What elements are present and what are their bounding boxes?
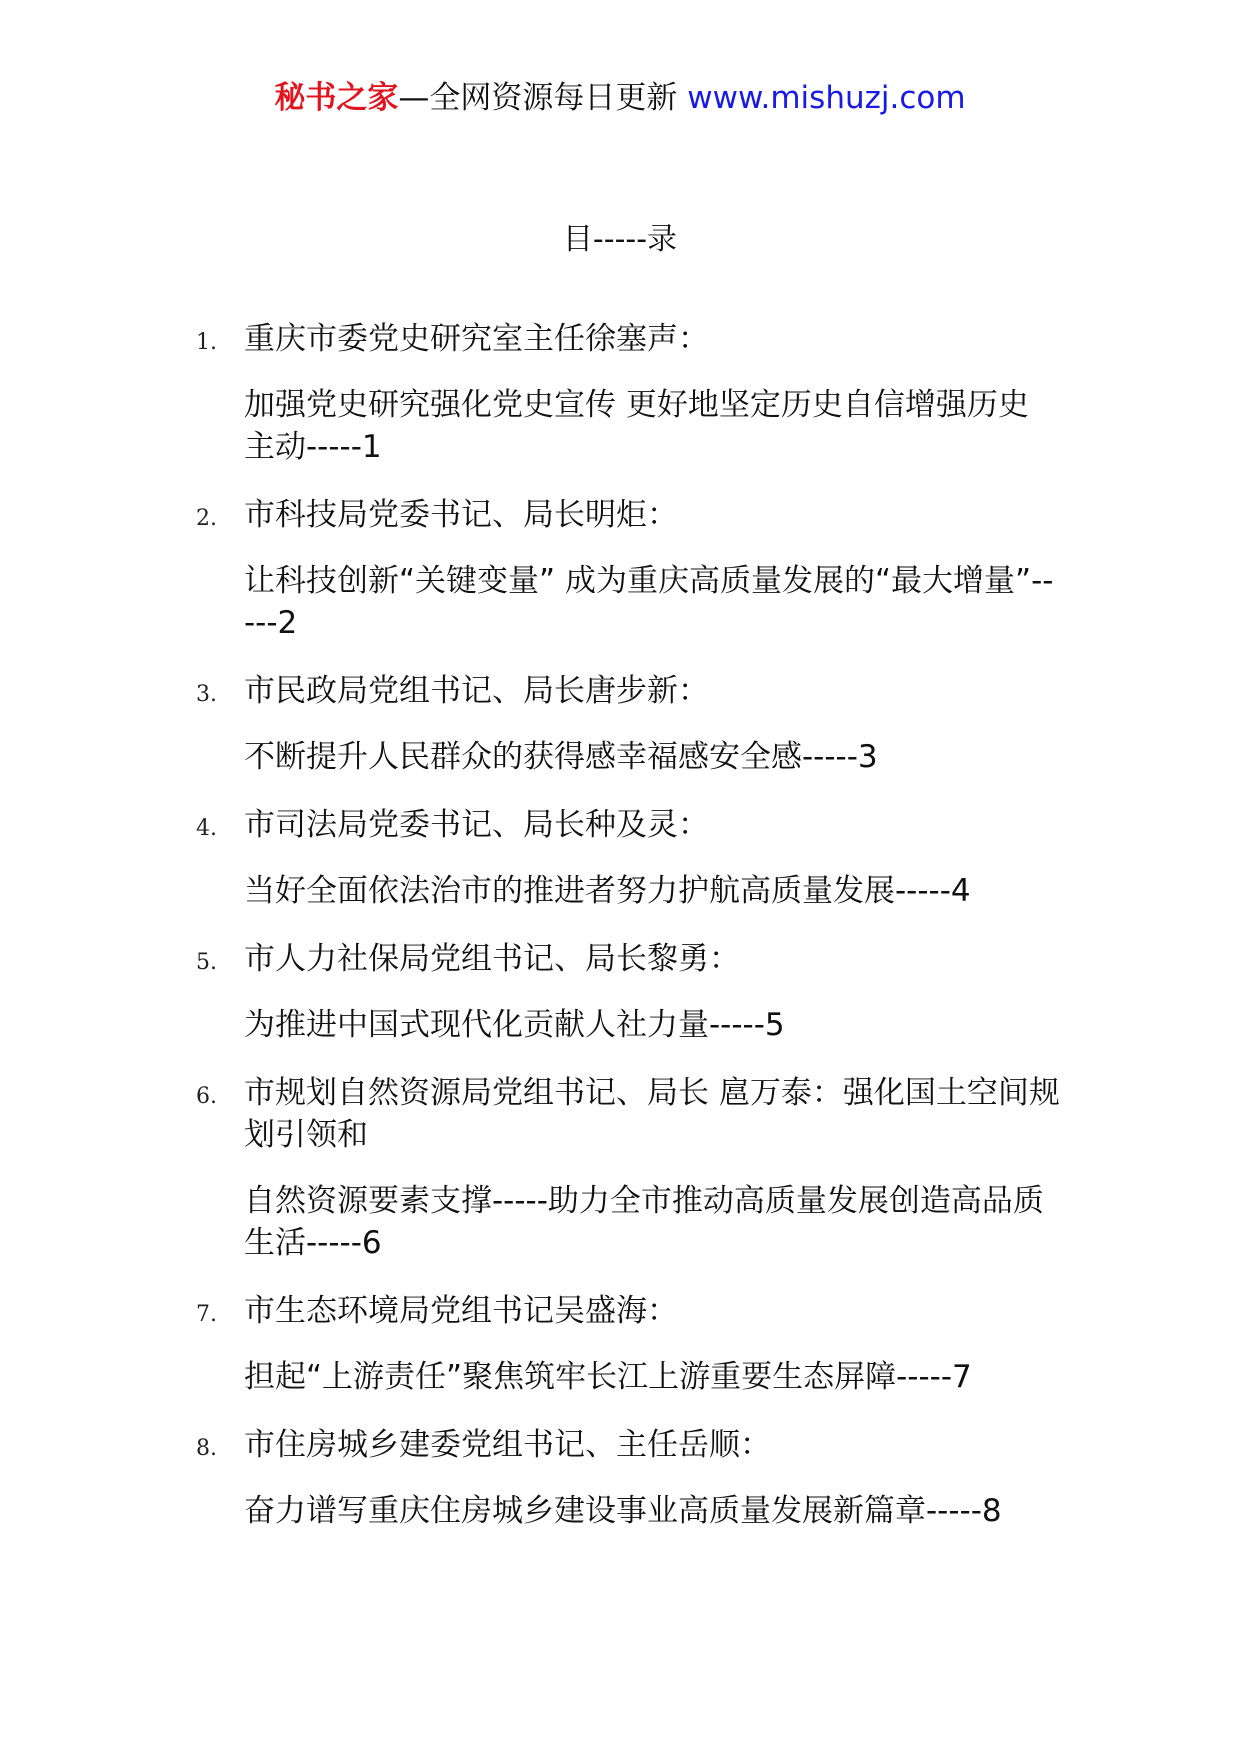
entry-article-title: 奋力谱写重庆住房城乡建设事业高质量发展新篇章-----8	[244, 1493, 1002, 1529]
entry-article-title: 不断提升人民群众的获得感幸福感安全感-----3	[244, 739, 878, 775]
entry-author: 市规划自然资源局党组书记、局长 扈万泰：强化国土空间规划引领和	[244, 1075, 1060, 1153]
brand-name: 秘书之家	[274, 80, 399, 116]
entry-article-title: 加强党史研究强化党史宣传 更好地坚定历史自信增强历史主动-----1	[244, 387, 1029, 465]
entry-number: 7.	[196, 1302, 217, 1327]
toc-entry-6	[196, 1072, 1076, 1264]
entry-number: 6.	[196, 1084, 217, 1109]
entry-number: 5.	[196, 950, 217, 975]
toc-entry-4	[196, 804, 1076, 912]
entry-number: 1.	[196, 330, 217, 355]
toc-entry-3	[196, 670, 1076, 778]
toc-title: 目-----录	[562, 222, 678, 257]
entry-number: 3.	[196, 682, 217, 707]
entry-article-title: 让科技创新“关键变量” 成为重庆高质量发展的“最大增量”-----2	[244, 563, 1054, 641]
toc-entry-1	[196, 318, 1076, 468]
entry-article-title: 为推进中国式现代化贡献人社力量-----5	[244, 1007, 785, 1043]
entry-author: 市生态环境局党组书记吴盛海：	[244, 1293, 678, 1329]
entry-number: 4.	[196, 816, 217, 841]
entry-author: 市住房城乡建委党组书记、主任岳顺：	[244, 1427, 771, 1463]
toc-entry-8	[196, 1424, 1076, 1532]
entry-author: 市司法局党委书记、局长种及灵：	[244, 807, 709, 843]
entry-author: 市科技局党委书记、局长明炬：	[244, 497, 678, 533]
entry-number: 2.	[196, 506, 217, 531]
entry-article-title: 当好全面依法治市的推进者努力护航高质量发展-----4	[244, 873, 971, 909]
entry-author: 市人力社保局党组书记、局长黎勇：	[244, 941, 740, 977]
entry-article-title: 担起“上游责任”聚焦筑牢长江上游重要生态屏障-----7	[244, 1359, 972, 1395]
entry-author: 重庆市委党史研究室主任徐塞声：	[244, 321, 709, 357]
entry-number: 8.	[196, 1436, 217, 1461]
site-header	[0, 78, 1240, 118]
header-tagline: —全网资源每日更新	[398, 80, 678, 116]
entry-article-title: 自然资源要素支撑-----助力全市推动高质量发展创造高品质生活-----6	[244, 1183, 1044, 1261]
toc-entry-7	[196, 1290, 1076, 1398]
site-url-link[interactable]: www.mishuzj.com	[687, 80, 966, 116]
toc-list	[196, 318, 1076, 1558]
toc-entry-5	[196, 938, 1076, 1046]
toc-entry-2	[196, 494, 1076, 644]
entry-author: 市民政局党组书记、局长唐步新：	[244, 673, 709, 709]
